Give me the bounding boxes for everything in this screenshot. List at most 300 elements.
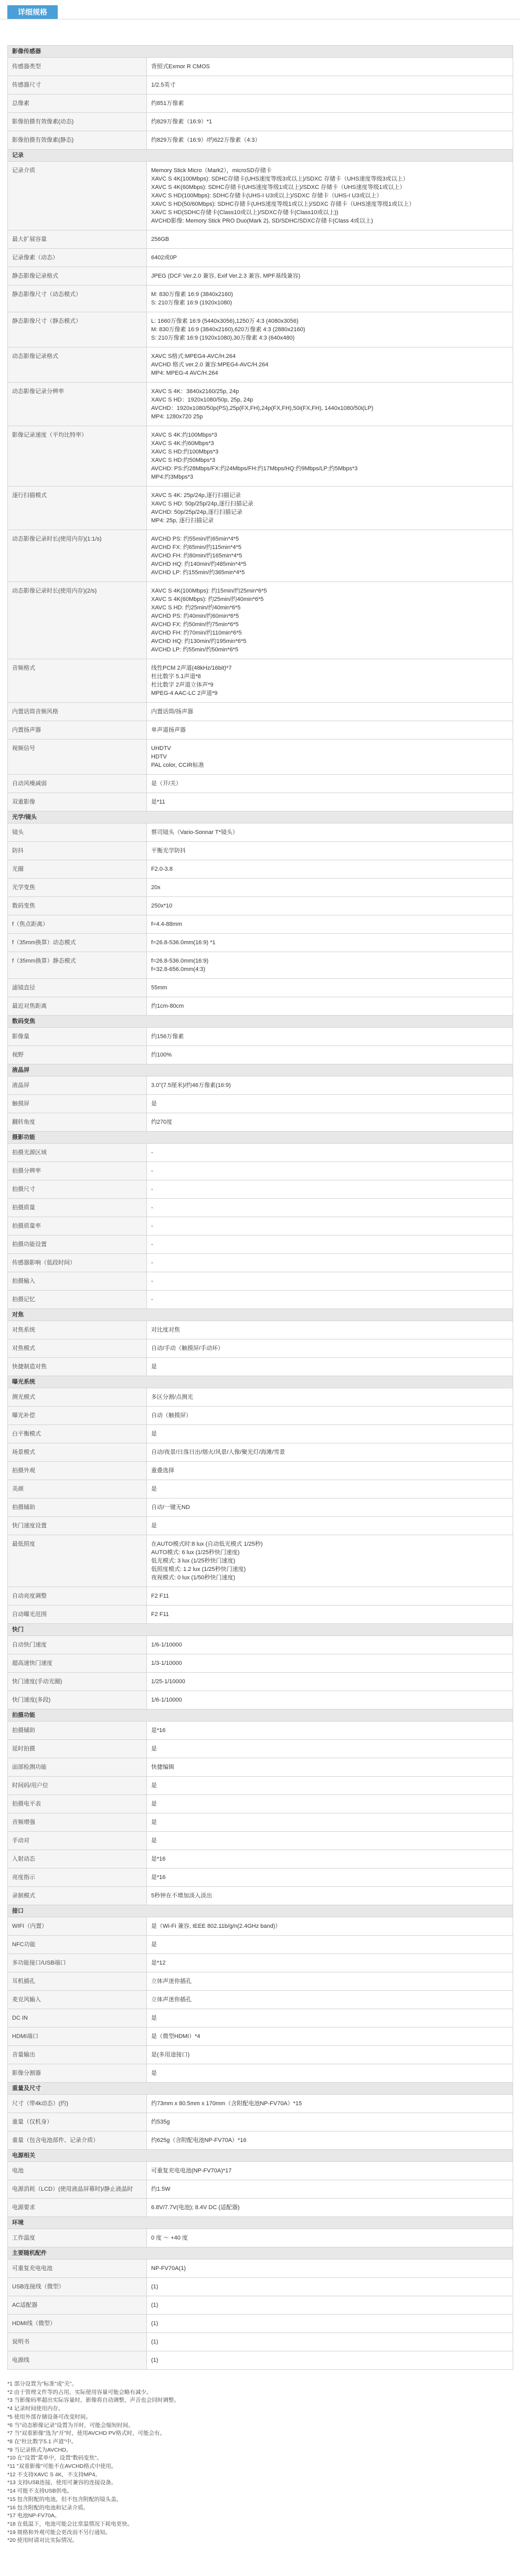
section-header — [8, 811, 513, 824]
spec-label: 自动风噪减弱 — [8, 775, 147, 793]
spec-row — [8, 2113, 513, 2131]
spec-label: 总像素 — [8, 94, 147, 113]
spec-label: 影像拍摄有效像素(动态) — [8, 113, 147, 131]
spec-value: 是（Wi-Fi 兼容, IEEE 802.11b/g/n(2.4GHz band)） — [147, 1917, 513, 1936]
spec-label: 音量输出 — [8, 2046, 147, 2064]
footnote: *15 包含附配的电池，但不包含附配的镜头盖。 — [7, 2496, 122, 2503]
spec-value: - — [147, 1162, 513, 1180]
spec-value: NP-FV70A(1) — [147, 2260, 513, 2278]
spec-row — [8, 2162, 513, 2180]
spec-label: 电源消耗（LCD）(使用液晶屏幕时)/静止液晶时 — [8, 2180, 147, 2199]
spec-label: f（35mm换算）静态模式 — [8, 952, 147, 979]
spec-label: NFC功能 — [8, 1936, 147, 1954]
spec-row — [8, 1517, 513, 1535]
spec-value: 是（开/关） — [147, 775, 513, 793]
spec-label: 动态影像记录分辨率 — [8, 383, 147, 426]
spec-label: 电源线 — [8, 2351, 147, 2370]
tab-bar — [0, 0, 520, 19]
section-header — [8, 1016, 513, 1028]
section-header — [8, 1905, 513, 1917]
spec-label: 拍摄分辨率 — [8, 1162, 147, 1180]
spec-value: - — [147, 1236, 513, 1254]
spec-row — [8, 1722, 513, 1740]
spec-label: f（焦点距离） — [8, 915, 147, 934]
spec-value: AVCHD PS: 约55min/约65min*4*5 AVCHD FX: 约65min/约115min*4*5 AVCHD FH: 约80min/约165min*4*5 AVCHD HQ: 约140min/约485min*4*5 AVCHD LP: 约155min/约365min*4*5 — [147, 530, 513, 582]
spec-row — [8, 775, 513, 793]
spec-row — [8, 997, 513, 1016]
spec-label: 记录像素（动态） — [8, 249, 147, 267]
spec-label: 数码变焦 — [8, 897, 147, 915]
spec-value: Memory Stick Micro（Mark2），microSD存储卡 XAVC S 4K(100Mbps): SDHC存储卡(UHS速度等级3或以上)/SDXC 存储卡（UHS速度等级3或以上） XAVC S 4K(60Mbps): SDHC存储卡(UHS速度等级1或以上)/SDXC 存储卡（UHS速度等级1或以上） XAVC S HD(100Mbps): SDHC存储卡(UHS-I U3或以上)/SDXC 存储卡（UHS-I U3或以上） XAVC S HD(50/60Mbps): SDHC存储卡(UHS速度等级1或以上)/SDXC 存储卡（UHS速度等级1或以上） XAVC S HD(SDHC存储卡(Class10或以上)/SDXC存储卡(Class10或以上)) AVCHD影像: Memory Stick PRO Duo(Mark 2), SD/SDHC/SDXC存储卡(Class 4或以上) — [147, 162, 513, 230]
spec-label: 快门速度(手动光圈) — [8, 1673, 147, 1691]
section-header — [8, 1709, 513, 1722]
spec-label: 内置扬声器 — [8, 721, 147, 740]
spec-label: 电池 — [8, 2162, 147, 2180]
spec-label: 拍摄输入 — [8, 1272, 147, 1291]
spec-label: f（35mm换算）动态模式 — [8, 934, 147, 952]
spec-value: 自动/夜景/日落日出/烟火/风景/人像/聚光灯/海滩/雪景 — [147, 1443, 513, 1462]
spec-label: 拍摄电平表 — [8, 1795, 147, 1813]
spec-row — [8, 2064, 513, 2083]
spec-value: 是 — [147, 1358, 513, 1376]
spec-value: 是（微型HDMI）*4 — [147, 2028, 513, 2046]
spec-label: 拍摄质量 — [8, 1199, 147, 1217]
section-title: 摄影功能 — [8, 1132, 513, 1144]
spec-value: 多区分割/点测光 — [147, 1388, 513, 1407]
spec-value: 线性PCM 2声道(48kHz/16bit)*7 杜比数字 5.1声道*8 杜比数字 2声道立体声*9 MPEG-4 AAC-LC 2声道*9 — [147, 659, 513, 703]
footnote: *19 规格和外观可能会更改而不另行通知。 — [7, 2529, 111, 2536]
spec-value: 约156万像素 — [147, 1028, 513, 1046]
spec-row — [8, 1887, 513, 1905]
spec-value: 是(多用途接口) — [147, 2046, 513, 2064]
spec-value: 是 — [147, 1777, 513, 1795]
spec-value: 背照式Exmor R CMOS — [147, 58, 513, 76]
footnote: *14 可能不支持USB供电。 — [7, 2488, 73, 2495]
spec-label: 拍摄辅助 — [8, 1498, 147, 1517]
spec-row — [8, 162, 513, 230]
spec-label: 最大扩展容量 — [8, 230, 147, 249]
spec-label: 曝光补偿 — [8, 1407, 147, 1425]
spec-row — [8, 1587, 513, 1606]
spec-label: 记录介质 — [8, 162, 147, 230]
spec-row — [8, 2351, 513, 2370]
spec-value: 约73mm x 80.5mm x 170mm（含附配电池NP-FV70A）*15 — [147, 2095, 513, 2113]
spec-value: 约1cm-80cm — [147, 997, 513, 1016]
spec-row — [8, 934, 513, 952]
spec-label: 拍摄外观 — [8, 1462, 147, 1480]
spec-row — [8, 1498, 513, 1517]
spec-row — [8, 1321, 513, 1339]
spec-label: 静态影像尺寸（动态模式） — [8, 286, 147, 312]
spec-row — [8, 721, 513, 740]
section-title: 曝光系统 — [8, 1376, 513, 1388]
spec-value: 快捷编辑 — [147, 1758, 513, 1777]
spec-value: XAVC S 4K:约100Mbps*3 XAVC S 4K:约60Mbps*3 XAVC S HD:约100Mbps*3 XAVC S HD:约50Mbps*3 AVCHD: PS:约28Mbps/FX:约24Mbps/FH:约17Mbps/HQ:约9Mbps/LP:约5Mbps*3 MP4:约3Mbps*3 — [147, 426, 513, 487]
spec-row — [8, 2278, 513, 2296]
spec-value: 1/6-1/10000 — [147, 1636, 513, 1654]
spec-row — [8, 1095, 513, 1113]
spec-label: 自动快门速度 — [8, 1636, 147, 1654]
spec-row — [8, 1046, 513, 1064]
spec-label: 延时拍摄 — [8, 1740, 147, 1758]
spec-row — [8, 1850, 513, 1868]
spec-value: 立体声迷你插孔 — [147, 1991, 513, 2009]
spec-row — [8, 249, 513, 267]
footnote: *2 由于管理文件等的占用，实际使用容量可能会略有减少。 — [7, 2389, 152, 2395]
spec-row — [8, 230, 513, 249]
spec-row — [8, 76, 513, 94]
spec-value: 平衡光学防抖 — [147, 842, 513, 860]
spec-value: 256GB — [147, 230, 513, 249]
spec-label: 传感器尺寸 — [8, 76, 147, 94]
section-title: 影像传感器 — [8, 46, 513, 58]
spec-label: 影像拍摄有效像素(静态) — [8, 131, 147, 150]
spec-label: 视频信号 — [8, 740, 147, 775]
spec-label: 可重复充电电池 — [8, 2260, 147, 2278]
spec-value: - — [147, 1254, 513, 1272]
spec-label: DC IN — [8, 2009, 147, 2028]
footnote: *11 "双重影像"可能不在AVCHD格式中使用。 — [7, 2463, 117, 2470]
spec-value: 是 — [147, 2064, 513, 2083]
spec-row — [8, 2296, 513, 2315]
spec-row — [8, 2131, 513, 2150]
section-header — [8, 1376, 513, 1388]
spec-row — [8, 1917, 513, 1936]
spec-row — [8, 131, 513, 150]
spec-label: 镜头 — [8, 824, 147, 842]
spec-label: 说明书 — [8, 2333, 147, 2351]
spec-row — [8, 1291, 513, 1309]
spec-label: 动态影像记录时长(使用内存)(2/s) — [8, 582, 147, 659]
spec-value: 1/3-1/10000 — [147, 1654, 513, 1673]
spec-row — [8, 1606, 513, 1624]
spec-value: JPEG (DCF Ver.2.0 兼容, Exif Ver.2.3 兼容, MPF基线兼容) — [147, 267, 513, 286]
spec-value: UHDTV HDTV PAL color, CCIR标准 — [147, 740, 513, 775]
spec-row — [8, 952, 513, 979]
spec-row — [8, 1028, 513, 1046]
spec-value: XAVC S 4K: 25p/24p,逐行扫描记录 XAVC S HD: 50p/25p/24p,逐行扫描记录 AVCHD: 50p/25p/24p,逐行扫描记录 MP4: 25p, 逐行扫描记录 — [147, 487, 513, 530]
spec-label: 音频格式 — [8, 659, 147, 703]
spec-label: 对焦系统 — [8, 1321, 147, 1339]
spec-value: 是 — [147, 1740, 513, 1758]
footnote: *20 使用时请对比实际情况。 — [7, 2537, 78, 2544]
spec-value: 6402或0P — [147, 249, 513, 267]
spec-row — [8, 1358, 513, 1376]
spec-value: L: 1660万像素 16:9 (5440x3056),1250万 4:3 (4080x3056) M: 830万像素 16:9 (3840x2160),620万像素 4:3 (2880x2160) S: 210万像素 16:9 (1920x1080),30万像素 4:3 (640x480) — [147, 312, 513, 347]
spec-value: - — [147, 1272, 513, 1291]
spec-value: 是 — [147, 1832, 513, 1850]
spec-row — [8, 824, 513, 842]
tab-detailed-specs[interactable]: 详细规格 — [7, 5, 58, 19]
spec-value: 是 — [147, 1517, 513, 1535]
spec-row — [8, 1199, 513, 1217]
footnote: *13 支持USB连接，使用可兼容的连接设备。 — [7, 2479, 117, 2486]
spec-row — [8, 1162, 513, 1180]
spec-value: 是 — [147, 1480, 513, 1498]
spec-value: 0 度 ～ +40 度 — [147, 2229, 513, 2247]
spec-label: 对焦模式 — [8, 1339, 147, 1358]
spec-label: 液晶屏 — [8, 1076, 147, 1095]
footnote: *7 当"双重影像"选为"开"时，使用AVCHD PV格式时，可能会有。 — [7, 2430, 166, 2437]
spec-row — [8, 487, 513, 530]
spec-row — [8, 860, 513, 879]
spec-row — [8, 2260, 513, 2278]
section-title: 快门 — [8, 1624, 513, 1636]
section-title: 电源相关 — [8, 2150, 513, 2162]
section-header — [8, 1624, 513, 1636]
spec-label: 传感器类型 — [8, 58, 147, 76]
spec-row — [8, 58, 513, 76]
spec-row — [8, 426, 513, 487]
spec-row — [8, 2229, 513, 2247]
spec-label: 快捷制造对焦 — [8, 1358, 147, 1376]
spec-value: 3.0"(7.5厘米)/约46万像素(16:9) — [147, 1076, 513, 1095]
spec-label: 亮度指示 — [8, 1868, 147, 1887]
section-title: 环境 — [8, 2217, 513, 2229]
spec-row — [8, 1236, 513, 1254]
spec-row — [8, 1777, 513, 1795]
spec-row — [8, 1758, 513, 1777]
spec-value: 1/25-1/10000 — [147, 1673, 513, 1691]
footnote: *9 当记录格式为AVCHD。 — [7, 2446, 72, 2453]
spec-row — [8, 740, 513, 775]
spec-row — [8, 1217, 513, 1236]
spec-row — [8, 2028, 513, 2046]
footnote: *12 不支持XAVC S 4K，不支持MP4。 — [7, 2471, 101, 2478]
spec-row — [8, 1740, 513, 1758]
spec-label: 重量（包含电池部件、记录介质） — [8, 2131, 147, 2150]
spec-row — [8, 1388, 513, 1407]
spec-row — [8, 1813, 513, 1832]
spec-label: 影像分割器 — [8, 2064, 147, 2083]
spec-row — [8, 1254, 513, 1272]
spec-row — [8, 703, 513, 721]
spec-value: 1/2.5英寸 — [147, 76, 513, 94]
spec-value: (1) — [147, 2278, 513, 2296]
spec-label: 重量（仅机身） — [8, 2113, 147, 2131]
spec-label: 美颜 — [8, 1480, 147, 1498]
spec-label: 拍摄记忆 — [8, 1291, 147, 1309]
spec-value: 单声道扬声器 — [147, 721, 513, 740]
spec-row — [8, 1535, 513, 1587]
footnotes — [7, 2380, 513, 2545]
spec-value: 约829万像素（16:9）/约622万像素（4:3） — [147, 131, 513, 150]
spec-value: - — [147, 1291, 513, 1309]
spec-value: 约829万像素（16:9）*1 — [147, 113, 513, 131]
section-header — [8, 1132, 513, 1144]
spec-value: 是*16 — [147, 1868, 513, 1887]
spec-value: 是*11 — [147, 793, 513, 811]
spec-row — [8, 1832, 513, 1850]
spec-label: 工作温度 — [8, 2229, 147, 2247]
spec-label: 入射动态 — [8, 1850, 147, 1868]
spec-value: 约270度 — [147, 1113, 513, 1132]
spec-value: 可重复充电电池(NP-FV70A)*17 — [147, 2162, 513, 2180]
spec-label: 拍摄辅助 — [8, 1722, 147, 1740]
spec-row — [8, 1180, 513, 1199]
spec-label: 动态影像记录格式 — [8, 347, 147, 383]
section-header — [8, 2083, 513, 2095]
spec-row — [8, 793, 513, 811]
spec-label: 最近对焦距离 — [8, 997, 147, 1016]
spec-label: 光学变焦 — [8, 879, 147, 897]
spec-label: 最低照度 — [8, 1535, 147, 1587]
spec-value: 约535g — [147, 2113, 513, 2131]
spec-row — [8, 2180, 513, 2199]
spec-label: 拍摄光源区域 — [8, 1144, 147, 1162]
spec-value: (1) — [147, 2333, 513, 2351]
footnote: *4 记录时间使用内存。 — [7, 2405, 64, 2412]
spec-value: 55mm — [147, 979, 513, 997]
spec-row — [8, 1462, 513, 1480]
spec-value: - — [147, 1180, 513, 1199]
spec-row — [8, 1691, 513, 1709]
spec-row — [8, 1076, 513, 1095]
spec-value: (1) — [147, 2351, 513, 2370]
spec-value: 内置话筒/扬声器 — [147, 703, 513, 721]
spec-value: 5秒钟在不增加淡入淡出 — [147, 1887, 513, 1905]
spec-row — [8, 915, 513, 934]
spec-value: 6.8V/7.7V(电池); 8.4V DC (适配器) — [147, 2199, 513, 2217]
section-header — [8, 2247, 513, 2260]
spec-value: F2.0-3.8 — [147, 860, 513, 879]
spec-label: 拍摄尺寸 — [8, 1180, 147, 1199]
spec-label: 视野 — [8, 1046, 147, 1064]
spec-value: 是*12 — [147, 1954, 513, 1972]
spec-row — [8, 582, 513, 659]
spec-row — [8, 1407, 513, 1425]
spec-row — [8, 842, 513, 860]
footnote: *18 在低温下，电池可能会比常温情况下耗电更快。 — [7, 2520, 133, 2527]
spec-label: 面部检测功能 — [8, 1758, 147, 1777]
spec-label: 逐行扫描模式 — [8, 487, 147, 530]
spec-label: 拍摄质量率 — [8, 1217, 147, 1236]
spec-label: 时间码/用户位 — [8, 1777, 147, 1795]
spec-value: 是 — [147, 1936, 513, 1954]
spec-value: 立体声迷你插孔 — [147, 1972, 513, 1991]
spec-value: M: 830万像素 16:9 (3840x2160) S: 210万像素 16:9 (1920x1080) — [147, 286, 513, 312]
spec-label: 光圈 — [8, 860, 147, 879]
spec-value: f=26.8-536.0mm(16:9) f=32.8-656.0mm(4:3) — [147, 952, 513, 979]
spec-value: F2 F11 — [147, 1587, 513, 1606]
spec-label: 快门速度(多段) — [8, 1691, 147, 1709]
section-header — [8, 150, 513, 162]
spec-label: 多功能接口/USB端口 — [8, 1954, 147, 1972]
spec-label: 尺寸（带4k动态）(约) — [8, 2095, 147, 2113]
spec-row — [8, 1936, 513, 1954]
spec-label: 手动对 — [8, 1832, 147, 1850]
spec-row — [8, 94, 513, 113]
spec-label: 影像量 — [8, 1028, 147, 1046]
spec-label: 静态影像尺寸（静态模式） — [8, 312, 147, 347]
spec-value: 重叠选择 — [147, 1462, 513, 1480]
spec-label: 防抖 — [8, 842, 147, 860]
footnote: *1 部分设置为"标准"或"关"。 — [7, 2381, 77, 2387]
spec-label: 耳机插孔 — [8, 1972, 147, 1991]
footnote: *17 电池NP-FV70A。 — [7, 2512, 60, 2519]
spec-label: USB连接线（微型） — [8, 2278, 147, 2296]
section-header — [8, 1064, 513, 1076]
section-title: 数码变焦 — [8, 1016, 513, 1028]
spec-label: WIFI（内置） — [8, 1917, 147, 1936]
spec-row — [8, 2199, 513, 2217]
spec-value: 约100% — [147, 1046, 513, 1064]
section-header — [8, 2217, 513, 2229]
spec-label: 传感器影响（低段时间） — [8, 1254, 147, 1272]
spec-row — [8, 1339, 513, 1358]
footnote: *8 在"杜比数字5.1 声道"中。 — [7, 2438, 77, 2445]
spec-value: (1) — [147, 2315, 513, 2333]
spec-row — [8, 2009, 513, 2028]
spec-label: 滤镜直径 — [8, 979, 147, 997]
spec-row — [8, 267, 513, 286]
spec-value: f=4.4-88mm — [147, 915, 513, 934]
spec-value: 是*16 — [147, 1850, 513, 1868]
spec-value: - — [147, 1199, 513, 1217]
spec-label: 快门速度设置 — [8, 1517, 147, 1535]
spec-table — [7, 45, 513, 2370]
spec-row — [8, 1272, 513, 1291]
spec-label: 双重影像 — [8, 793, 147, 811]
spec-row — [8, 2333, 513, 2351]
spec-label: 翻转角度 — [8, 1113, 147, 1132]
spec-value: 约851万像素 — [147, 94, 513, 113]
spec-label: 录制模式 — [8, 1887, 147, 1905]
spec-label: 自动曝光范围 — [8, 1606, 147, 1624]
spec-label: 麦克风输入 — [8, 1991, 147, 2009]
section-title: 拍摄功能 — [8, 1709, 513, 1722]
footnote: *10 在"设置"菜单中，设置"数码变焦"。 — [7, 2455, 102, 2462]
spec-row — [8, 1480, 513, 1498]
spec-value: - — [147, 1217, 513, 1236]
spec-row — [8, 286, 513, 312]
spec-row — [8, 383, 513, 426]
spec-label: 测光模式 — [8, 1388, 147, 1407]
spec-label: 场景模式 — [8, 1443, 147, 1462]
footnote: *16 包含附配的电池和记录介质。 — [7, 2504, 89, 2511]
spec-value: 对比度对焦 — [147, 1321, 513, 1339]
spec-value: 约1.5W — [147, 2180, 513, 2199]
spec-label: 内置话筒音频风格 — [8, 703, 147, 721]
spec-row — [8, 1795, 513, 1813]
spec-row — [8, 2046, 513, 2064]
spec-row — [8, 113, 513, 131]
spec-value: 是*16 — [147, 1722, 513, 1740]
spec-label: HDMI端口 — [8, 2028, 147, 2046]
spec-value: 是 — [147, 1095, 513, 1113]
section-header — [8, 1309, 513, 1321]
spec-row — [8, 897, 513, 915]
spec-label: 拍摄功能设置 — [8, 1236, 147, 1254]
spec-value: 20x — [147, 879, 513, 897]
spec-value: 约625g（含附配电池NP-FV70A）*16 — [147, 2131, 513, 2150]
spec-value: - — [147, 1144, 513, 1162]
spec-label: 影像记录速度（平均比特率） — [8, 426, 147, 487]
spec-row — [8, 2095, 513, 2113]
section-title: 重量及尺寸 — [8, 2083, 513, 2095]
spec-row — [8, 879, 513, 897]
spec-row — [8, 979, 513, 997]
spec-label: 静态影像记录格式 — [8, 267, 147, 286]
spec-value: 自动/一键无ND — [147, 1498, 513, 1517]
spec-label: HDMI线（微型） — [8, 2315, 147, 2333]
spec-row — [8, 1443, 513, 1462]
spec-value: XAVC S格式:MPEG4-AVC/H.264 AVCHD 格式 ver.2.0 兼容:MPEG4-AVC/H.264 MP4: MPEG-4 AVC/H.264 — [147, 347, 513, 383]
spec-row — [8, 1673, 513, 1691]
spec-value: (1) — [147, 2296, 513, 2315]
spec-label: 超高速快门速度 — [8, 1654, 147, 1673]
spec-row — [8, 530, 513, 582]
